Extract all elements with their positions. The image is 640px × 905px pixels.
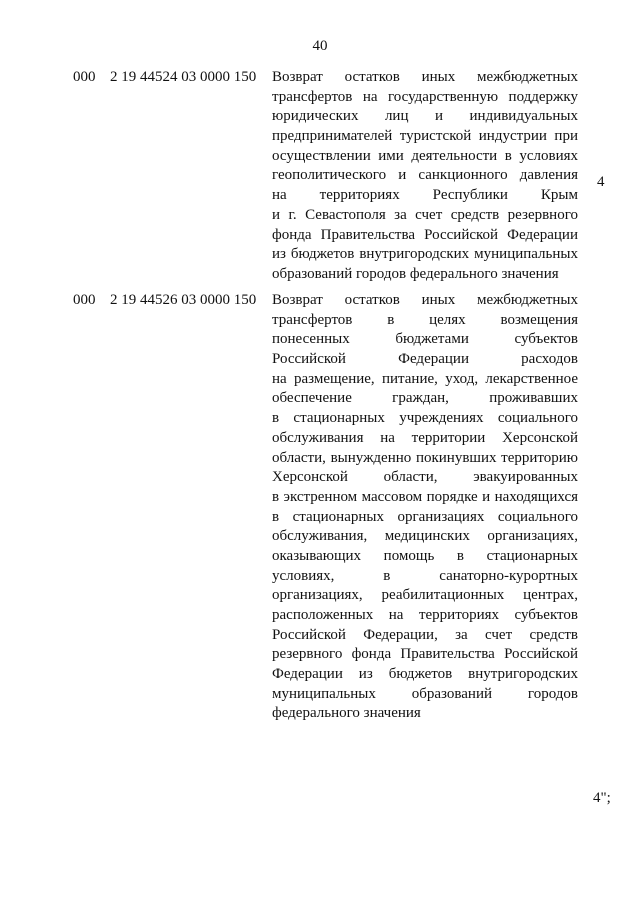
description-line: обслуживания, медицинских организациях,: [272, 528, 578, 545]
description-line: Херсонской области, эвакуированных: [272, 469, 578, 486]
description-line: в стационарных организациях социального: [272, 508, 578, 525]
description-line: условиях, в санаторно-курортных: [272, 567, 578, 584]
admin-code: 000: [73, 292, 96, 308]
admin-code: 000: [73, 69, 96, 85]
description-line: геополитического и санкционного давления: [272, 167, 578, 184]
description-line: трансфертов в целях возмещения: [272, 311, 578, 328]
description-line: организациях, реабилитационных центрах,: [272, 587, 578, 604]
description-line: на территориях Республики Крым: [272, 187, 578, 204]
description-line: Возврат остатков иных межбюджетных: [272, 292, 578, 308]
entry-description: [272, 68, 578, 285]
entry-description: [272, 291, 578, 724]
description-line: обеспечение граждан, проживавших: [272, 390, 578, 407]
kbk-code: 2 19 44524 03 0000 150: [110, 69, 257, 85]
description-line: трансфертов на государственную поддержку: [272, 88, 578, 105]
description-line: резервного фонда Правительства Российской: [272, 646, 578, 663]
entry-amount: 4: [597, 174, 605, 190]
description-line: федерального значения: [272, 705, 421, 722]
description-line: предпринимателей туристской индустрии при: [272, 128, 578, 145]
description-line: Российской Федерации, за счет средств: [272, 626, 578, 643]
description-line: и г. Севастополя за счет средств резервного: [272, 206, 578, 223]
kbk-code: 2 19 44526 03 0000 150: [110, 292, 257, 308]
description-line: обслуживания на территории Херсонской: [272, 429, 578, 446]
description-line: образований городов федерального значения: [272, 265, 559, 282]
description-line: расположенных на территориях субъектов: [272, 607, 578, 623]
page-number: 40: [312, 38, 328, 54]
description-line: оказывающих помощь в стационарных: [272, 547, 578, 564]
description-line: из бюджетов внутригородских муниципальных: [272, 246, 578, 263]
description-line: юридических лиц и индивидуальных: [272, 108, 578, 125]
description-line: осуществлении ими деятельности в условиях: [272, 147, 578, 164]
description-line: области, вынужденно покинувших территорию: [272, 449, 578, 466]
description-line: в экстренном массовом порядке и находящихся: [272, 488, 578, 505]
description-line: Российской Федерации расходов: [272, 351, 578, 368]
description-line: в стационарных учреждениях социального: [272, 410, 578, 427]
description-line: фонда Правительства Российской Федерации: [272, 226, 578, 243]
description-line: понесенных бюджетами субъектов: [272, 331, 578, 348]
description-line: муниципальных образований городов: [272, 685, 578, 702]
description-line: Возврат остатков иных межбюджетных: [272, 69, 578, 85]
entry-amount: 4";: [593, 790, 611, 806]
description-line: Федерации из бюджетов внутригородских: [272, 666, 578, 683]
description-line: на размещение, питание, уход, лекарственное: [272, 370, 578, 387]
